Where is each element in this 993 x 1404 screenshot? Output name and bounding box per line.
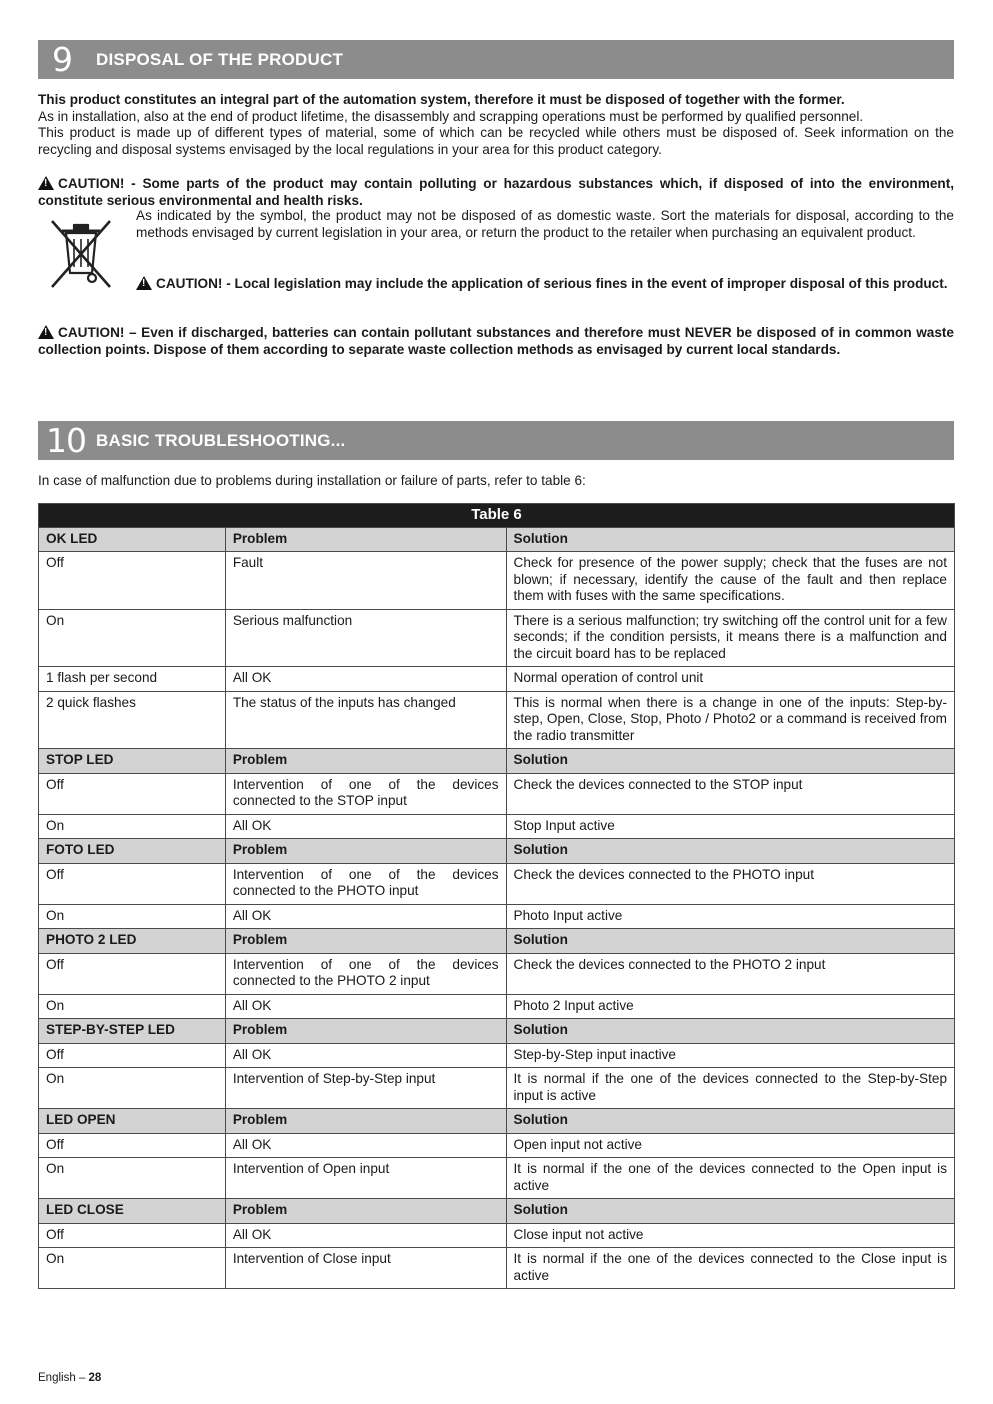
table-row: [39, 1043, 955, 1068]
table-row: [39, 609, 955, 667]
problem-cell: Fault: [225, 552, 506, 610]
section-number: 9: [52, 40, 72, 79]
solution-cell: Check for presence of the power supply; check that the fuses are not blown; if necessary, identify the cause of the fault and then replace them with fuses with the same specifications.: [506, 552, 954, 610]
solution-cell: Check the devices connected to the PHOTO input: [506, 863, 954, 904]
problem-cell: Intervention of Step-by-Step input: [225, 1068, 506, 1109]
page-footer: [38, 1372, 101, 1384]
table-caption-row: [39, 504, 955, 528]
section-title: DISPOSAL OF THE PRODUCT: [96, 50, 344, 69]
table-row: [39, 773, 955, 814]
table-group-header: [39, 1019, 955, 1044]
table-group-header: [39, 527, 955, 552]
solution-cell: It is normal if the one of the devices connected to the Step-by-Step input is active: [506, 1068, 954, 1109]
problem-cell: Intervention of one of the devices connected to the PHOTO 2 input: [225, 953, 506, 994]
table-group-header: [39, 1199, 955, 1224]
table-row: [39, 552, 955, 610]
table-group-header: [39, 1109, 955, 1134]
table-group-header: [39, 929, 955, 954]
solution-cell: Photo 2 Input active: [506, 994, 954, 1019]
led-state-cell: Off: [39, 863, 226, 904]
caution-batteries: !CAUTION! – Even if discharged, batteries can contain pollutant substances and therefore must NEVER be disposed of in common waste collection points. Dispose of them according to separate waste collection methods as envisaged by current local standards.: [38, 324, 954, 358]
problem-cell: Serious malfunction: [225, 609, 506, 667]
solution-cell: Open input not active: [506, 1133, 954, 1158]
solution-cell: It is normal if the one of the devices connected to the Close input is active: [506, 1248, 954, 1289]
problem-header-cell: Problem: [225, 527, 506, 552]
solution-header-cell: Solution: [506, 1109, 954, 1134]
problem-header-cell: Problem: [225, 1109, 506, 1134]
problem-cell: All OK: [225, 1133, 506, 1158]
solution-cell: This is normal when there is a change in one of the inputs: Step-by-step, Open, Close, Stop, Photo / Photo2 or a command is received from the radio transmitter: [506, 691, 954, 749]
solution-cell: Close input not active: [506, 1223, 954, 1248]
problem-cell: Intervention of Open input: [225, 1158, 506, 1199]
led-state-cell: 1 flash per second: [39, 667, 226, 692]
solution-header-cell: Solution: [506, 1199, 954, 1224]
led-state-cell: Off: [39, 552, 226, 610]
warning-icon: [38, 176, 54, 190]
solution-cell: Normal operation of control unit: [506, 667, 954, 692]
problem-cell: Intervention of one of the devices connected to the STOP input: [225, 773, 506, 814]
problem-cell: All OK: [225, 814, 506, 839]
page-number: 28: [88, 1372, 102, 1384]
led-state-cell: Off: [39, 953, 226, 994]
solution-cell: There is a serious malfunction; try switching off the control unit for a few seconds; if the condition persists, it means there is a malfunction and the circuit board has to be replaced: [506, 609, 954, 667]
table-row: [39, 994, 955, 1019]
solution-cell: Stop Input active: [506, 814, 954, 839]
table-row: [39, 904, 955, 929]
led-state-cell: 2 quick flashes: [39, 691, 226, 749]
solution-cell: Check the devices connected to the PHOTO 2 input: [506, 953, 954, 994]
warning-icon: [136, 276, 152, 290]
problem-cell: Intervention of Close input: [225, 1248, 506, 1289]
footer-language: English –: [38, 1372, 89, 1384]
solution-header-cell: Solution: [506, 749, 954, 774]
solution-header-cell: Solution: [506, 527, 954, 552]
led-state-cell: Off: [39, 1133, 226, 1158]
led-name-cell: STOP LED: [39, 749, 226, 774]
solution-header-cell: Solution: [506, 839, 954, 864]
disposal-intro-bold: This product constitutes an integral part of the automation system, therefore it must be disposed of together with the former.: [38, 92, 845, 107]
led-state-cell: Off: [39, 1043, 226, 1068]
problem-cell: All OK: [225, 904, 506, 929]
caution-hazardous-substances: !CAUTION! - Some parts of the product may contain polluting or hazardous substances which, if disposed of into the environment, constitute serious environmental and health risks.: [38, 175, 954, 209]
led-state-cell: On: [39, 609, 226, 667]
problem-cell: The status of the inputs has changed: [225, 691, 506, 749]
led-state-cell: Off: [39, 1223, 226, 1248]
problem-cell: All OK: [225, 1043, 506, 1068]
led-state-cell: On: [39, 1248, 226, 1289]
troubleshooting-table: [38, 503, 955, 1289]
problem-cell: All OK: [225, 1223, 506, 1248]
table-row: [39, 691, 955, 749]
problem-cell: Intervention of one of the devices connected to the PHOTO input: [225, 863, 506, 904]
disposal-intro-line3: This product is made up of different types of material, some of which can be recycled while others must be disposed of. Seek information on the recycling and disposal systems envisaged by the local regulations in your area for this product category.: [38, 125, 954, 157]
table-row: [39, 667, 955, 692]
table-row: [39, 863, 955, 904]
led-name-cell: PHOTO 2 LED: [39, 929, 226, 954]
section-10-header: [38, 421, 954, 460]
solution-cell: Step-by-Step input inactive: [506, 1043, 954, 1068]
led-name-cell: STEP-BY-STEP LED: [39, 1019, 226, 1044]
problem-cell: All OK: [225, 994, 506, 1019]
led-state-cell: On: [39, 1158, 226, 1199]
table-row: [39, 953, 955, 994]
led-name-cell: OK LED: [39, 527, 226, 552]
problem-header-cell: Problem: [225, 749, 506, 774]
problem-header-cell: Problem: [225, 1019, 506, 1044]
section-title: BASIC TROUBLESHOOTING...: [96, 431, 346, 450]
symbol-explanation: As indicated by the symbol, the product may not be disposed of as domestic waste. Sort the materials for disposal, according to the methods envisaged by current legislation in your area, or return the product to the retailer when purchasing an equivalent product.: [136, 208, 954, 240]
table-row: [39, 1068, 955, 1109]
led-name-cell: LED OPEN: [39, 1109, 226, 1134]
problem-header-cell: Problem: [225, 929, 506, 954]
table-row: [39, 1133, 955, 1158]
solution-header-cell: Solution: [506, 1019, 954, 1044]
troubleshooting-intro: In case of malfunction due to problems during installation or failure of parts, refer to table 6:: [38, 473, 586, 488]
table-caption: Table 6: [39, 504, 955, 528]
problem-header-cell: Problem: [225, 1199, 506, 1224]
crossed-out-wheeled-bin-icon: [46, 215, 116, 291]
disposal-intro-line2: As in installation, also at the end of product lifetime, the disassembly and scrapping operations must be performed by qualified personnel.: [38, 108, 864, 124]
section-number: 10: [46, 421, 86, 460]
led-state-cell: On: [39, 904, 226, 929]
table-group-header: [39, 839, 955, 864]
led-name-cell: LED CLOSE: [39, 1199, 226, 1224]
led-state-cell: On: [39, 814, 226, 839]
table-row: [39, 1223, 955, 1248]
table-row: [39, 1248, 955, 1289]
table-group-header: [39, 749, 955, 774]
warning-icon: [38, 325, 54, 339]
led-name-cell: FOTO LED: [39, 839, 226, 864]
led-state-cell: Off: [39, 773, 226, 814]
solution-cell: Photo Input active: [506, 904, 954, 929]
led-state-cell: On: [39, 1068, 226, 1109]
solution-header-cell: Solution: [506, 929, 954, 954]
table-body: [39, 527, 955, 1289]
problem-cell: All OK: [225, 667, 506, 692]
led-state-cell: On: [39, 994, 226, 1019]
table-row: [39, 814, 955, 839]
problem-header-cell: Problem: [225, 839, 506, 864]
solution-cell: It is normal if the one of the devices connected to the Open input is active: [506, 1158, 954, 1199]
section-9-header: [38, 40, 954, 79]
caution-fines: !CAUTION! - Local legislation may include the application of serious fines in the event of improper disposal of this product.: [136, 275, 954, 293]
table-row: [39, 1158, 955, 1199]
solution-cell: Check the devices connected to the STOP input: [506, 773, 954, 814]
